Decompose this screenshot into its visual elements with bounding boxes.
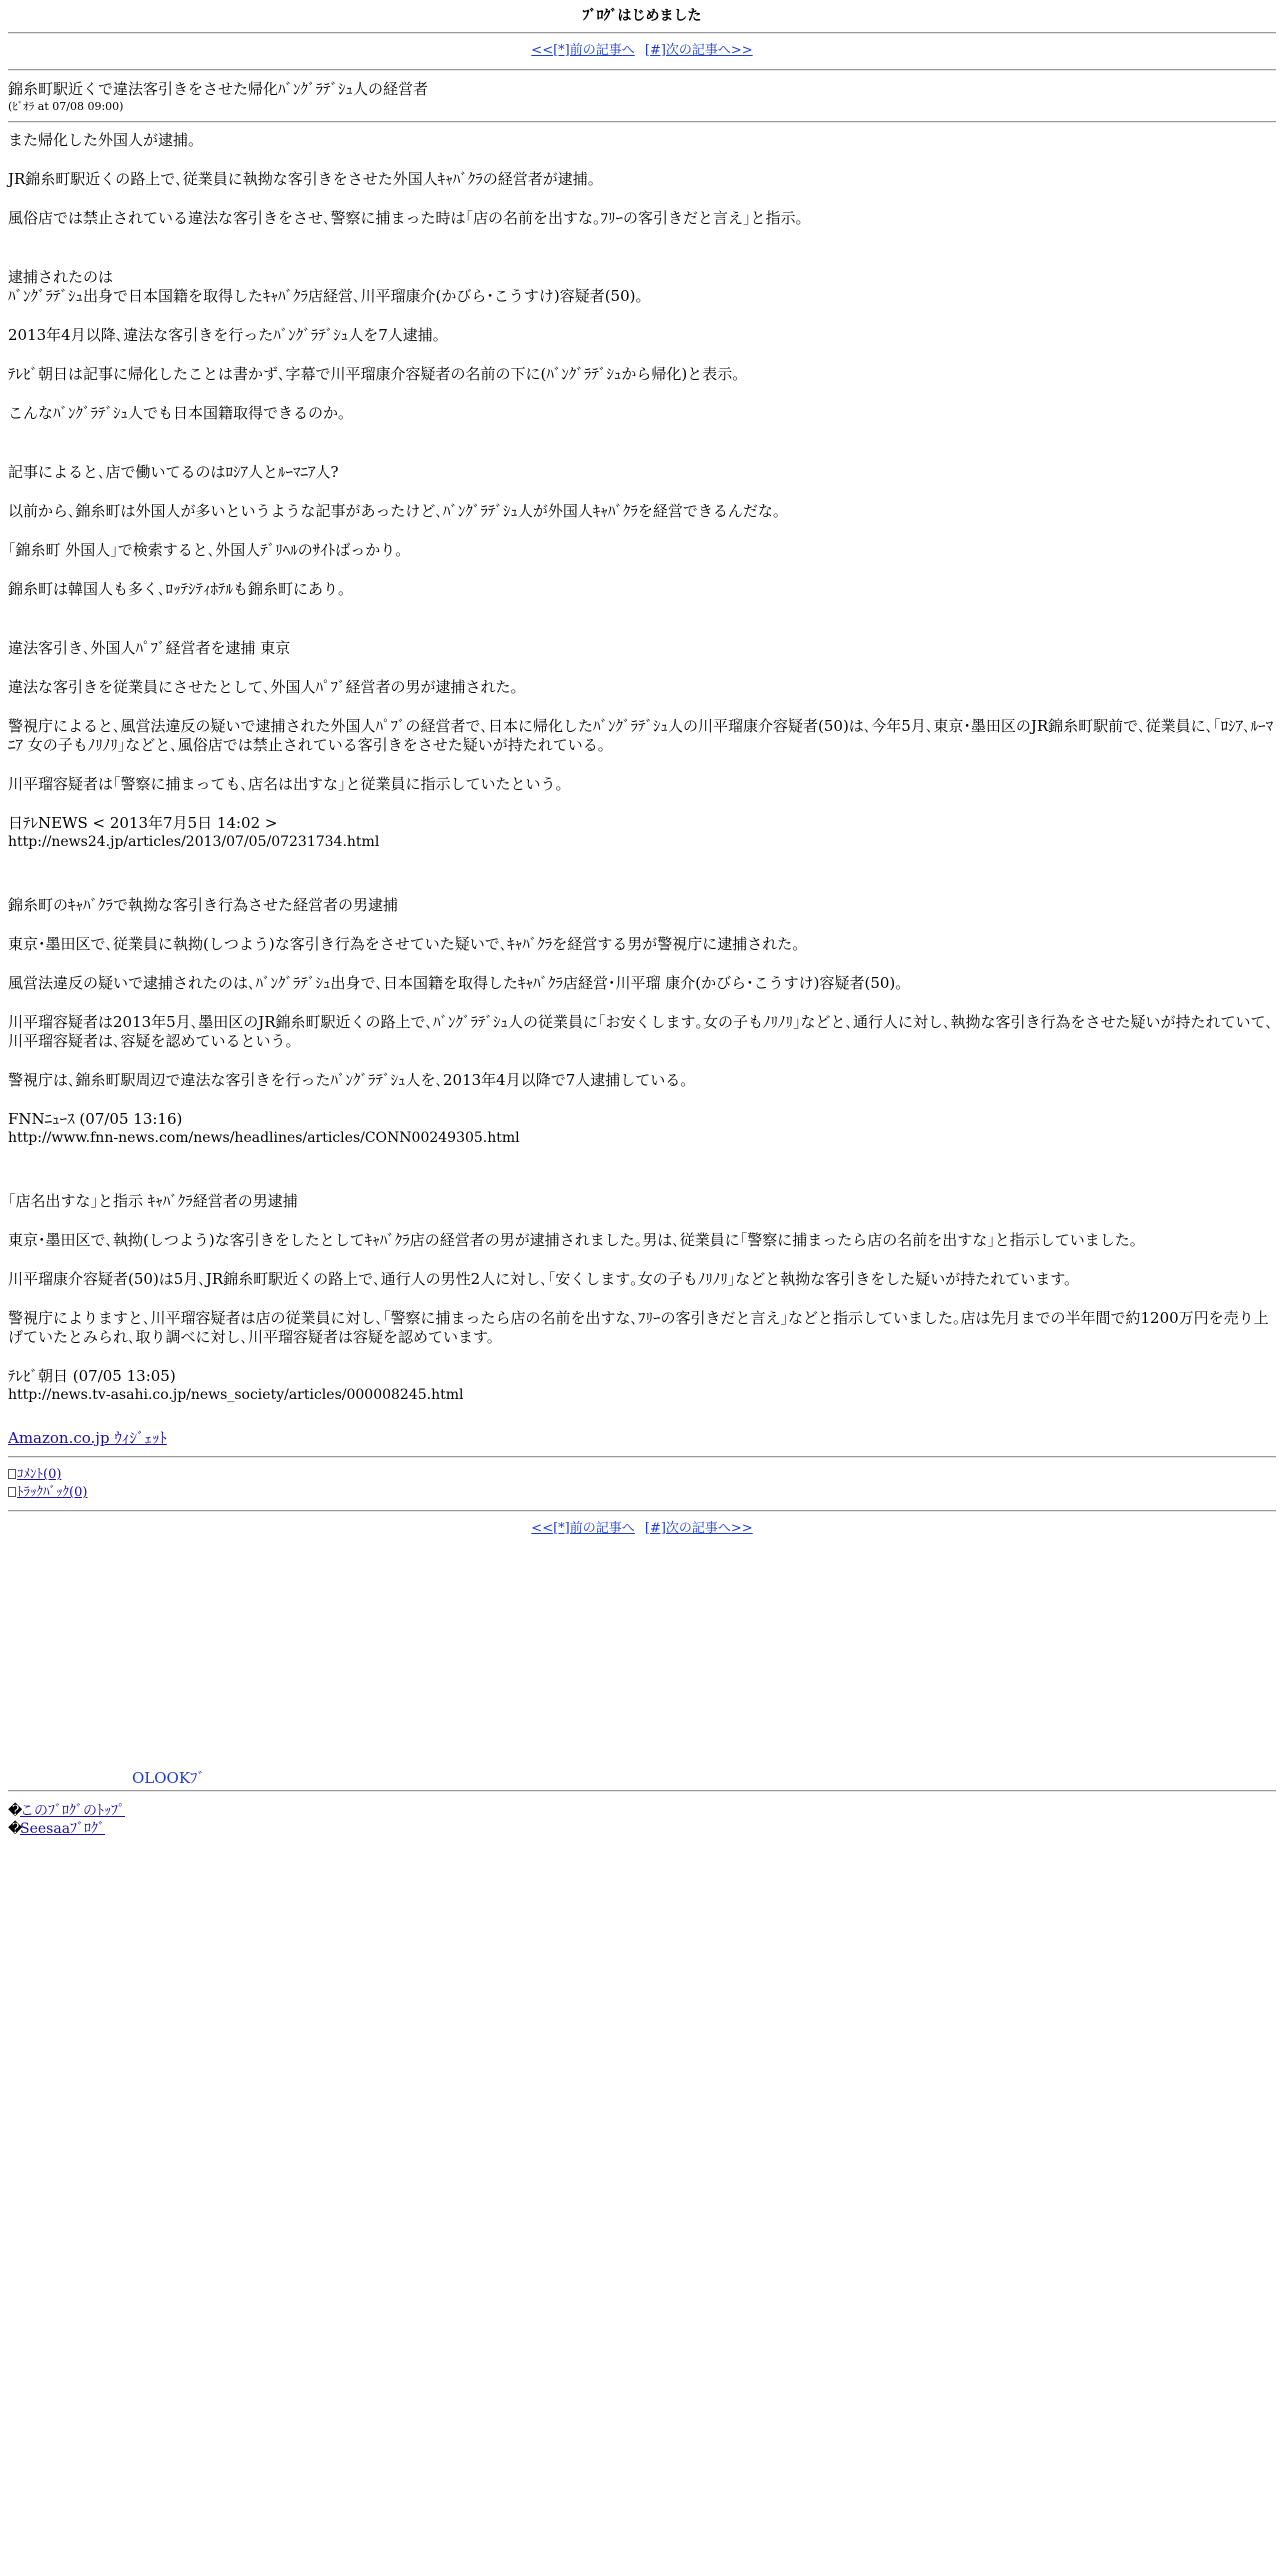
comment-icon bbox=[8, 1469, 16, 1479]
paragraph: 東京･墨田区で､従業員に執拗(しつよう)な客引き行為をさせていた疑いで､ｷｬﾊﾞｸﾗを経営する男が警視庁に逮捕された。 bbox=[8, 935, 808, 953]
paragraph: 川平瑠容疑者は｢警察に捕まっても､店名は出すな｣と従業員に指示していたという。 bbox=[8, 775, 571, 793]
blog-top-link[interactable]: このﾌﾞﾛｸﾞのﾄｯﾌﾟ bbox=[20, 1803, 125, 1819]
amazon-widget bbox=[8, 1429, 1276, 1456]
seesaa-blog-link[interactable]: Seesaaﾌﾞﾛｸﾞ bbox=[20, 1821, 106, 1837]
prev-article-link[interactable]: <<[*]前の記事へ bbox=[531, 43, 635, 58]
news-source-url: http://news24.jp/articles/2013/07/05/07231734.html bbox=[8, 834, 380, 850]
paragraph: JR錦糸町駅近くの路上で､従業員に執拗な客引きをさせた外国人ｷｬﾊﾞｸﾗの経営者が逮捕。 bbox=[8, 170, 603, 188]
ad-space bbox=[8, 1547, 1276, 1768]
trackback-icon bbox=[8, 1487, 16, 1497]
olook-text: OLOOKﾌﾞ bbox=[132, 1769, 206, 1787]
news-source bbox=[8, 814, 1276, 852]
article-header bbox=[8, 71, 1276, 121]
paragraph: 東京･墨田区で､執拗(しつよう)な客引きをしたとしてｷｬﾊﾞｸﾗ店の経営者の男が逮捕されました｡男は､従業員に｢警察に捕まったら店の名前を出すな｣と指示していました。 bbox=[8, 1231, 1145, 1249]
next-article-link[interactable]: [#]次の記事へ>> bbox=[644, 43, 753, 58]
paragraph: 風営法違反の疑いで逮捕されたのは､ﾊﾞﾝｸﾞﾗﾃﾞｼｭ出身で､日本国籍を取得したｷｬﾊﾞｸﾗ店経営･川平瑠 康介(かびら･こうすけ)容疑者(50)。 bbox=[8, 974, 911, 992]
amazon-widget-link[interactable]: Amazon.co.jp ｳｨｼﾞｪｯﾄ bbox=[8, 1429, 167, 1447]
comment-row bbox=[8, 1466, 1276, 1484]
paragraph: 2013年4月以降､違法な客引きを行ったﾊﾞﾝｸﾞﾗﾃﾞｼｭ人を7人逮捕。 bbox=[8, 326, 448, 344]
article-nav-top bbox=[8, 34, 1276, 69]
paragraph: 錦糸町は韓国人も多く､ﾛｯﾃｼﾃｨﾎﾃﾙも錦糸町にあり。 bbox=[8, 580, 354, 598]
paragraph: 警視庁によると､風営法違反の疑いで逮捕された外国人ﾊﾟﾌﾞの経営者で､日本に帰化したﾊﾞﾝｸﾞﾗﾃﾞｼｭ人の川平瑠康介容疑者(50)は､今年5月､東京･墨田区のJR錦糸町駅前で､従業員に､｢ﾛｼｱ､ﾙｰﾏﾆｱ 女の子もﾉﾘﾉﾘ｣などと､風俗店では禁止されている客引きをさせた疑いが持たれている。 bbox=[8, 717, 1274, 754]
trackback-link[interactable]: ﾄﾗｯｸﾊﾞｯｸ(0) bbox=[17, 1485, 88, 1500]
comment-link[interactable]: ｺﾒﾝﾄ(0) bbox=[17, 1467, 62, 1482]
article-title: 錦糸町駅近くで違法客引きをさせた帰化ﾊﾞﾝｸﾞﾗﾃﾞｼｭ人の経営者 bbox=[8, 80, 429, 98]
paragraph: 記事によると､店で働いてるのはﾛｼｱ人とﾙｰﾏﾆｱ人? bbox=[8, 463, 339, 481]
news-source-name: FNNﾆｭｰｽ (07/05 13:16) bbox=[8, 1110, 183, 1128]
paragraph: 以前から､錦糸町は外国人が多いというような記事があったけど､ﾊﾞﾝｸﾞﾗﾃﾞｼｭ人が外国人ｷｬﾊﾞｸﾗを経営できるんだな。 bbox=[8, 502, 788, 520]
paragraph: ﾃﾚﾋﾞ朝日は記事に帰化したことは書かず､字幕で川平瑠康介容疑者の名前の下に(ﾊﾞﾝｸﾞﾗﾃﾞｼｭから帰化)と表示。 bbox=[8, 365, 748, 383]
paragraph: 川平瑠容疑者は2013年5月､墨田区のJR錦糸町駅近くの路上で､ﾊﾞﾝｸﾞﾗﾃﾞｼｭ人の従業員に｢お安くします｡女の子もﾉﾘﾉﾘ｣などと､通行人に対し､執拗な客引き行為をさせた疑いが持たれていて､川平瑠容疑者は､容疑を認めているという。 bbox=[8, 1013, 1274, 1050]
news-source bbox=[8, 1367, 1276, 1405]
paragraph: 警視庁は､錦糸町駅周辺で違法な客引きを行ったﾊﾞﾝｸﾞﾗﾃﾞｼｭ人を､2013年4月以降で7人逮捕している。 bbox=[8, 1071, 696, 1089]
news-source-url: http://news.tv-asahi.co.jp/news_society/articles/000008245.html bbox=[8, 1387, 464, 1403]
news-source-name: 日ﾃﾚNEWS < 2013年7月5日 14:02 > bbox=[8, 814, 278, 832]
article-body bbox=[8, 123, 1276, 1456]
paragraph: 警視庁によりますと､川平瑠容疑者は店の従業員に対し､｢警察に捕まったら店の名前を出すな､ﾌﾘｰの客引きだと言え｣などと指示していました｡店は先月までの半年間で約1200万円を売り上げていたとみられ､取り調べに対し､川平瑠容疑者は容疑を認めています。 bbox=[8, 1309, 1269, 1346]
article-meta: (ﾋﾞｵﾗ at 07/08 09:00) bbox=[8, 100, 124, 113]
news-headline: ｢店名出すな｣と指示 ｷｬﾊﾞｸﾗ経営者の男逮捕 bbox=[8, 1192, 298, 1210]
next-article-link[interactable]: [#]次の記事へ>> bbox=[644, 1521, 753, 1536]
prev-article-link[interactable]: <<[*]前の記事へ bbox=[531, 1521, 635, 1536]
footer-row bbox=[8, 1802, 1276, 1820]
bullet-icon: � bbox=[8, 1821, 23, 1837]
paragraph: また帰化した外国人が逮捕。 bbox=[8, 131, 204, 149]
blog-title: ﾌﾞﾛｸﾞはじめました bbox=[582, 8, 702, 24]
news-source bbox=[8, 1110, 1276, 1148]
news-headline: 錦糸町のｷｬﾊﾞｸﾗで執拗な客引き行為させた経営者の男逮捕 bbox=[8, 896, 399, 914]
paragraph: 風俗店では禁止されている違法な客引きをさせ､警察に捕まった時は｢店の名前を出すな｡ﾌﾘｰの客引きだと言え｣と指示。 bbox=[8, 209, 811, 227]
paragraph: 逮捕されたのは bbox=[8, 268, 114, 286]
paragraph: ｢錦糸町 外国人｣で検索すると､外国人ﾃﾞﾘﾍﾙのｻｲﾄばっかり。 bbox=[8, 541, 411, 559]
bullet-icon: � bbox=[8, 1803, 23, 1819]
paragraph: こんなﾊﾞﾝｸﾞﾗﾃﾞｼｭ人でも日本国籍取得できるのか。 bbox=[8, 404, 354, 422]
paragraph: ﾊﾞﾝｸﾞﾗﾃﾞｼｭ出身で日本国籍を取得したｷｬﾊﾞｸﾗ店経営､川平瑠康介(かびら･こうすけ)容疑者(50)。 bbox=[8, 287, 651, 305]
article-nav-bottom bbox=[8, 1512, 1276, 1547]
trackback-row bbox=[8, 1484, 1276, 1502]
paragraph: 川平瑠康介容疑者(50)は5月､JR錦糸町駅近くの路上で､通行人の男性2人に対し､｢安くします｡女の子もﾉﾘﾉﾘ｣などと執拗な客引きをした疑いが持たれています。 bbox=[8, 1270, 1079, 1288]
article-links bbox=[8, 1458, 1276, 1510]
footer-row bbox=[8, 1820, 1276, 1838]
footer-links bbox=[8, 1792, 1276, 1838]
paragraph: 違法な客引きを従業員にさせたとして､外国人ﾊﾟﾌﾞ経営者の男が逮捕された。 bbox=[8, 678, 526, 696]
news-source-url: http://www.fnn-news.com/news/headlines/articles/CONN00249305.html bbox=[8, 1130, 520, 1146]
news-source-name: ﾃﾚﾋﾞ朝日 (07/05 13:05) bbox=[8, 1367, 176, 1385]
news-headline: 違法客引き､外国人ﾊﾟﾌﾞ経営者を逮捕 東京 bbox=[8, 639, 291, 657]
